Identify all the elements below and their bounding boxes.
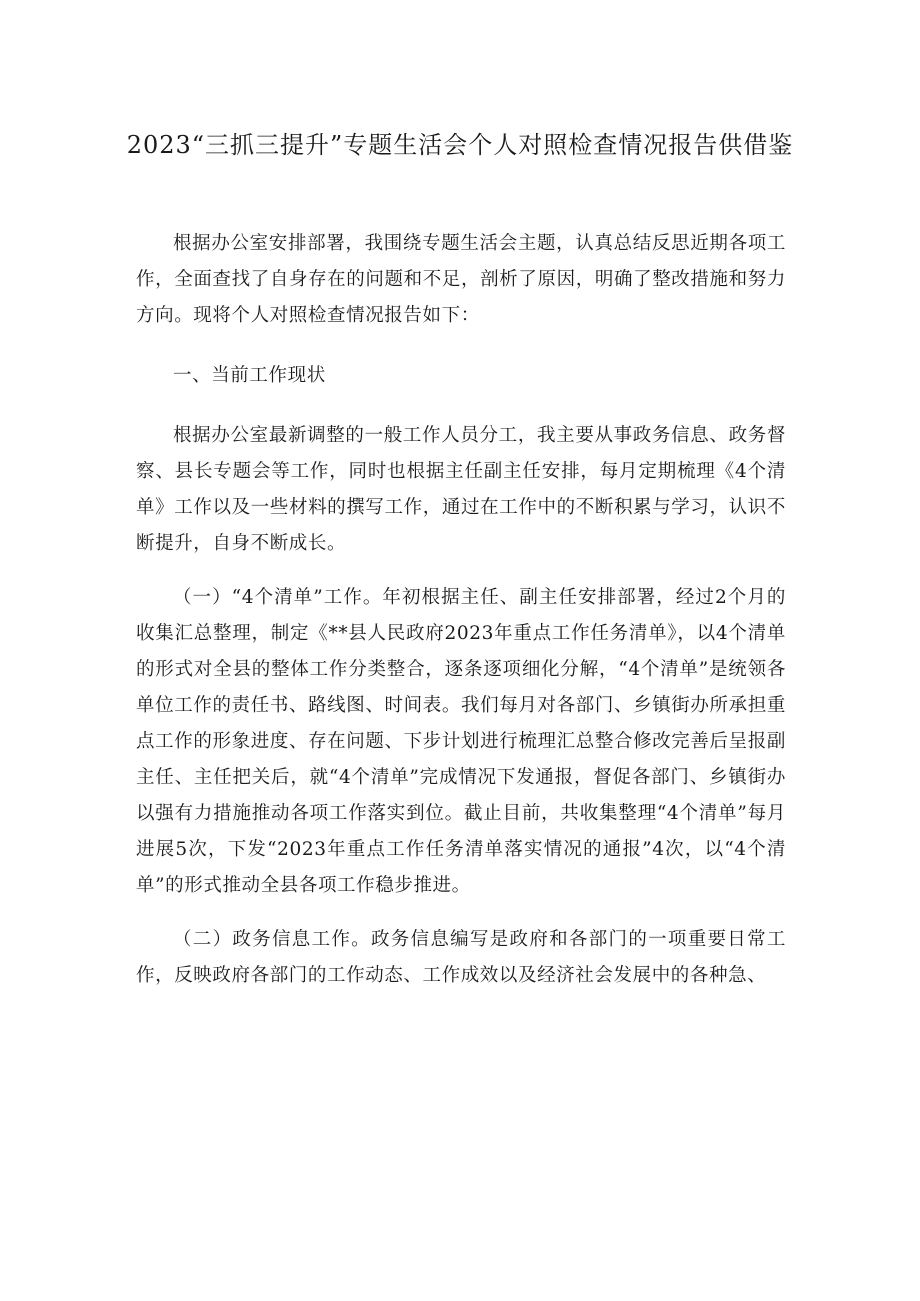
section-heading-current-status: 一、当前工作现状	[173, 365, 326, 386]
document-title: 2023“三抓三提升”专题生活会个人对照检查情况报告供借鉴	[126, 131, 794, 159]
document-body	[136, 226, 786, 994]
section1-paragraph: 根据办公室最新调整的一般工作人员分工，我主要从事政务信息、政务督察、县长专题会等工作，同时也根据主任副主任安排，每月定期梳理《4个清单》工作以及一些材料的撰写工作，通过在工作中的不断积累与学习，认识不断提升，自身不断成长。	[136, 425, 786, 554]
subsection1-paragraph: （一）“4个清单”工作。年初根据主任、副主任安排部署，经过2个月的收集汇总整理，制定《**县人民政府2023年重点工作任务清单》，以4个清单的形式对全县的整体工作分类整合，逐条逐项细化分解，“4个清单”是统领各单位工作的责任书、路线图、时间表。我们每月对各部门、乡镇街办所承担重点工作的形象进度、存在问题、下步计划进行梳理汇总整合修改完善后呈报副主任、主任把关后，就“4个清单”完成情况下发通报，督促各部门、乡镇街办以强有力措施推动各项工作落实到位。截止目前，共收集整理“4个清单”每月进展5次，下发“2023年重点工作任务清单落实情况的通报”4次，以“4个清单”的形式推动全县各项工作稳步推进。	[136, 587, 786, 896]
subsection2-paragraph: （二）政务信息工作。政务信息编写是政府和各部门的一项重要日常工作，反映政府各部门的工作动态、工作成效以及经济社会发展中的各种急、	[136, 929, 786, 986]
intro-paragraph: 根据办公室安排部署，我围绕专题生活会主题，认真总结反思近期各项工作，全面查找了自身存在的问题和不足，剖析了原因，明确了整改措施和努力方向。现将个人对照检查情况报告如下：	[136, 233, 786, 326]
